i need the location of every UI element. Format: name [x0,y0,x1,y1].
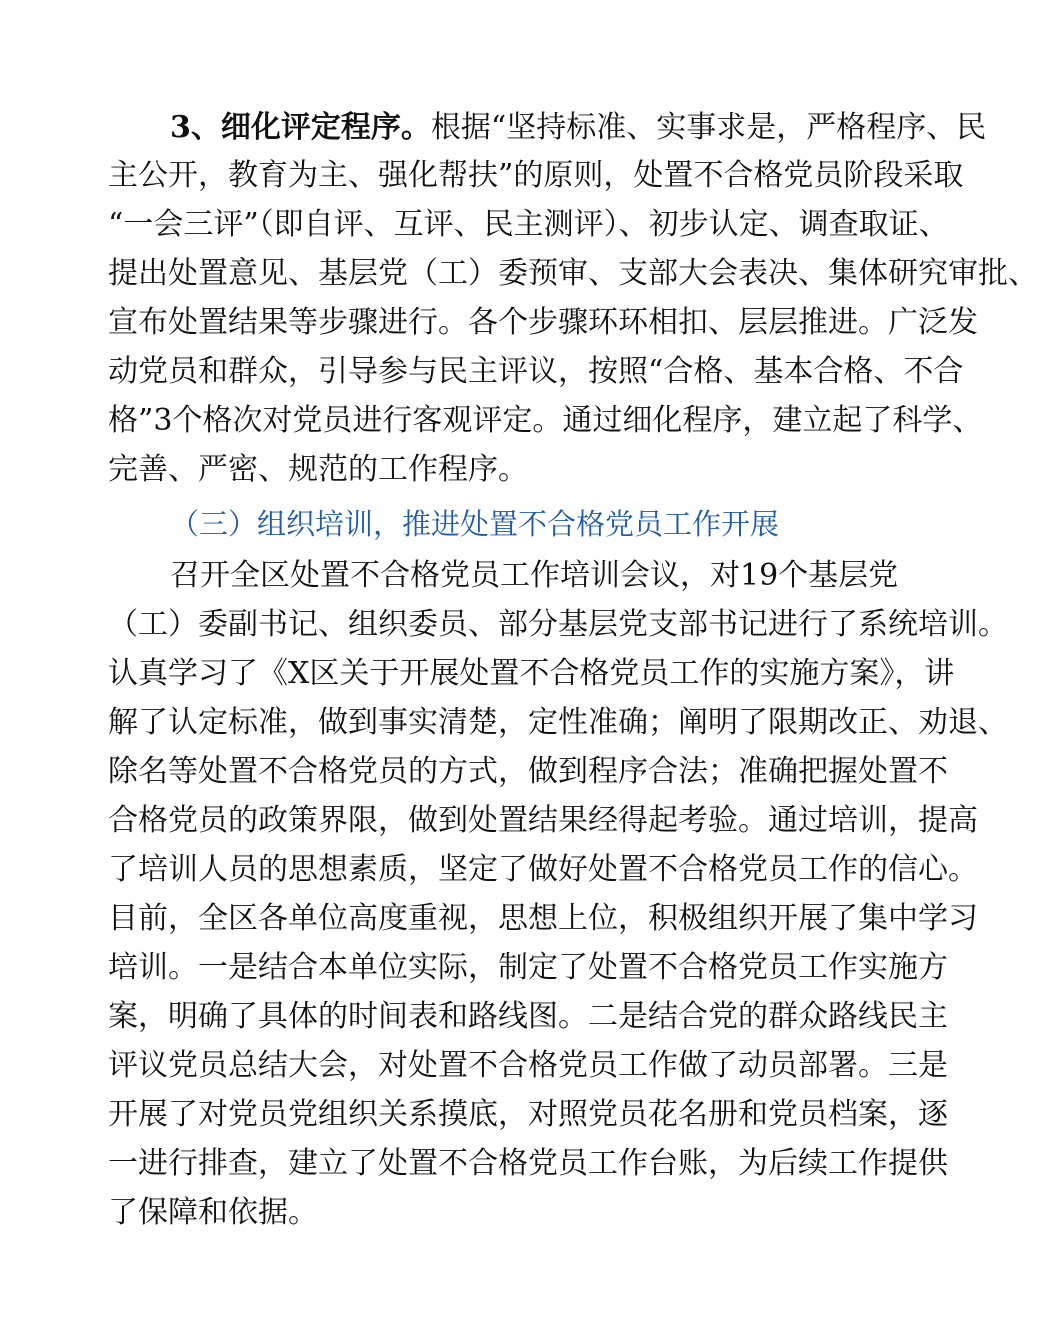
paragraph-line: 完善、严密、规范的工作程序。 [108,452,528,487]
paragraph-line: 解了认定标准，做到事实清楚，定性准确；阐明了限期改正、劝退、 [108,705,1008,740]
paragraph-line: 格”3个格次对党员进行客观评定。通过细化程序，建立起了科学、 [108,403,983,438]
paragraph-line: 合格党员的政策界限，做到处置结果经得起考验。通过培训，提高 [108,803,978,838]
paragraph-line: 认真学习了《X区关于开展处置不合格党员工作的实施方案》，讲 [108,656,955,691]
paragraph-line: 动党员和群众，引导参与民主评议，按照“合格、基本合格、不合 [108,354,964,389]
section3-lead: 3、细化评定程序。 [170,110,431,145]
paragraph-line: 一进行排查，建立了处置不合格党员工作台账，为后续工作提供 [108,1146,948,1181]
paragraph-line: 宣布处置结果等步骤进行。各个步骤环环相扣、层层推进。广泛发 [108,305,978,340]
paragraph-line: 除名等处置不合格党员的方式，做到程序合法；准确把握处置不 [108,754,948,789]
paragraph-line: 评议党员总结大会，对处置不合格党员工作做了动员部署。三是 [108,1048,948,1083]
paragraph-line: “一会三评”（即自评、互评、民主测评）、初步认定、调查取证、 [108,207,949,242]
paragraph-line: 目前，全区各单位高度重视，思想上位，积极组织开展了集中学习 [108,901,978,936]
paragraph-line: 提出处置意见、基层党（工）委预审、支部大会表决、集体研究审批、 [108,256,1038,291]
paragraph-line: 开展了对党员党组织关系摸底，对照党员花名册和党员档案，逐 [108,1097,948,1132]
paragraph-line: 了保障和依据。 [108,1195,318,1230]
paragraph-line: （工）委副书记、组织委员、部分基层党支部书记进行了系统培训。 [108,607,1008,642]
paragraph-line: 案，明确了具体的时间表和路线图。二是结合党的群众路线民主 [108,999,948,1034]
paragraph-line: 培训。一是结合本单位实际，制定了处置不合格党员工作实施方 [108,950,948,985]
paragraph-line: 主公开，教育为主、强化帮扶”的原则，处置不合格党员阶段采取 [108,158,964,193]
paragraph-line: 了培训人员的思想素质，坚定了做好处置不合格党员工作的信心。 [108,852,978,887]
section3-line1-rest: 根据“坚持标准、实事求是，严格程序、民 [430,110,987,145]
section-heading-training: （三）组织培训，推进处置不合格党员工作开展 [170,507,780,541]
training-first-line: 召开全区处置不合格党员工作培训会议，对19个基层党 [170,558,899,593]
